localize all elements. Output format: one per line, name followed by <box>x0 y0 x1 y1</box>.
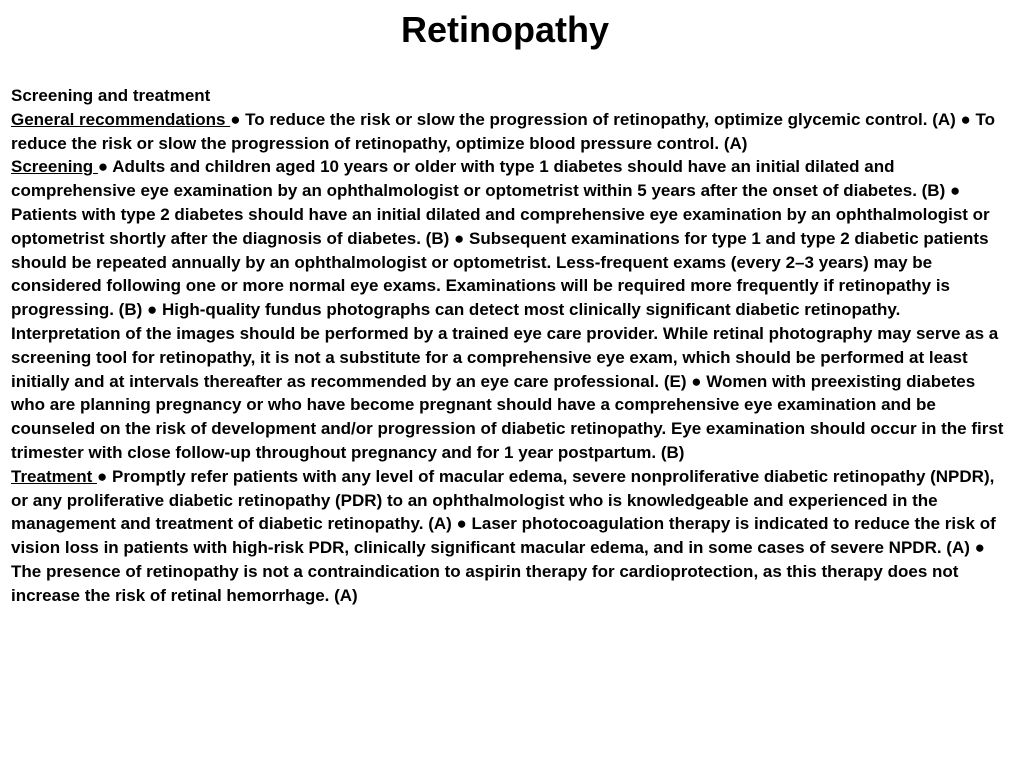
section-general-recommendations <box>11 108 1013 156</box>
section-label-treatment: Treatment <box>11 466 97 486</box>
section-label-general-recommendations: General recommendations <box>11 109 231 129</box>
subtitle: Screening and treatment <box>11 86 211 105</box>
section-text-screening: ● Adults and children aged 10 years or older with type 1 diabetes should have an initial dilated and comprehensive eye examination by an ophthalmologist or optometrist within 5 years after the onset of diabetes. (B) ● Patients with type 2 diabetes should have an initial dilated and comprehensive eye examination by an ophthalmologist or optometrist shortly after the diagnosis of diabetes. (B) ● Subsequent examinations for type 1 and type 2 diabetic patients should be repeated annually by an ophthalmologist or optometrist. Less-frequent exams (every 2–3 years) may be considered following one or more normal eye exams. Examinations will be required more frequently if retinopathy is progressing. (B) ● High-quality fundus photographs can detect most clinically significant diabetic retinopathy. Interpretation of the images should be performed by a trained eye care provider. While retinal photography may serve as a screening tool for retinopathy, it is not a substitute for a comprehensive eye exam, which should be performed at least initially and at intervals thereafter as recommended by an eye care professional. (E) ● Women with preexisting diabetes who are planning pregnancy or who have become pregnant should have a comprehensive eye examination and be counseled on the risk of development and/or progression of diabetic retinopathy. Eye examination should occur in the first trimester with close follow-up throughout pregnancy and for 1 year postpartum. (B) <box>11 157 1004 462</box>
slide-body <box>11 84 1013 608</box>
section-text-general-recommendations: ● To reduce the risk or slow the progression of retinopathy, optimize glycemic control. (A) ● To reduce the risk or slow the progression of retinopathy, optimize blood pressure control. (A) <box>11 109 996 153</box>
section-screening <box>11 155 1013 464</box>
page-title: Retinopathy <box>400 9 609 50</box>
section-treatment <box>11 465 1013 608</box>
section-text-treatment: ● Promptly refer patients with any level of macular edema, severe nonproliferative diabetic retinopathy (NPDR), or any proliferative diabetic retinopathy (PDR) to an ophthalmologist who is knowledgeable and experienced in the management and treatment of diabetic retinopathy. (A) ● Laser photocoagulation therapy is indicated to reduce the risk of vision loss in patients with high-risk PDR, clinically significant macular edema, and in some cases of severe NPDR. (A) ● The presence of retinopathy is not a contraindication to aspirin therapy for cardioprotection, as this therapy does not increase the risk of retinal hemorrhage. (A) <box>11 466 996 605</box>
section-label-screening: Screening <box>11 157 98 177</box>
